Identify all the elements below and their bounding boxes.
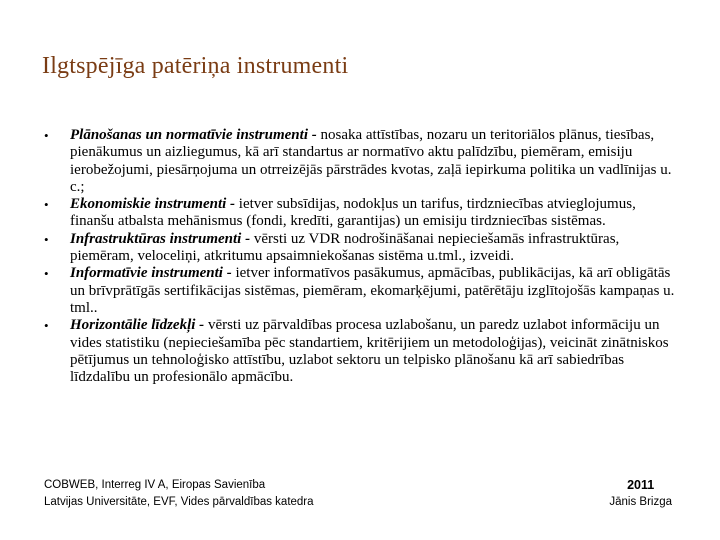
item-term: Plānošanas un normatīvie instrumenti - [70, 127, 317, 143]
item-text: ietver informatīvos pasākumus, apmācības, publikācijas, kā arī obligātās un brīvprātīgās sertifikācijas sistēmas, piemēram, ekomarķējumi, patērētāju izglītojošās kampaņas u. tml.. [70, 265, 675, 316]
footer-year: 2011 [627, 478, 655, 492]
footer-meta [609, 477, 672, 511]
item-term: Ekonomiskie instrumenti - [70, 196, 236, 213]
footer-author: Jānis Brizga [609, 496, 672, 508]
item-text: ietver subsīdijas, nodokļus un tarifus, tirdzniecības atvieglojumus, finanšu atbalsta mehānismus (fondi, kredīti, garantijas) un emisiju tirdzniecības sistēmas. [70, 196, 636, 230]
list-item [44, 127, 680, 196]
item-text: vērsti uz pārvaldības procesa uzlabošanu, un paredz uzlabot informāciju un vides statistiku (nepieciešamība pēc standartiem, kritērijiem un metodoloģijas), veicināt zinātniskos pētījumus un tehnoloģisko attīstību, uzlabot sektoru un telpisko plānošanu kā arī sabiedrības līdzdalību un profesionālo apmācību. [70, 317, 669, 386]
item-term: Informatīvie instrumenti - [70, 265, 232, 282]
bullet-icon: • [44, 231, 49, 247]
footer-credits [44, 477, 314, 511]
list-item [44, 317, 680, 386]
footer-project: COBWEB, Interreg IV A, Eiropas Savienība [44, 479, 266, 491]
footer-institution: Latvijas Universitāte, EVF, Vides pārvaldības katedra [44, 496, 314, 508]
bullet-icon: • [44, 318, 49, 334]
list-item [44, 196, 680, 231]
item-text: nosaka attīstības, nozaru un teritoriālos plānus, tiesības, pienākumus un aizliegumus, kā arī standartus ar normatīvo aktu palīdzību, piemēram, emisiju ierobežojumi, piesārņojuma un otrreizējās pārstrādes kvotas, zaļā iepirkuma politika un vadlīnijas u. c.; [70, 127, 672, 195]
item-term: Horizontālie līdzekļi - [70, 317, 205, 334]
list-item [44, 265, 680, 317]
bullet-list [44, 127, 680, 386]
bullet-icon: • [44, 266, 49, 282]
list-item [44, 231, 680, 266]
bullet-icon: • [44, 197, 49, 213]
bullet-icon: • [44, 128, 49, 143]
item-text: vērsti uz VDR nodrošināšanai nepieciešamās infrastruktūras, piemēram, veloceliņi, atkritumu apsaimniekošanas sistēma u.tml., izveidi. [70, 230, 620, 265]
item-term: Infrastruktūras instrumenti - [70, 230, 251, 247]
slide-title: Ilgtspējīga patēriņa instrumenti [42, 53, 349, 79]
